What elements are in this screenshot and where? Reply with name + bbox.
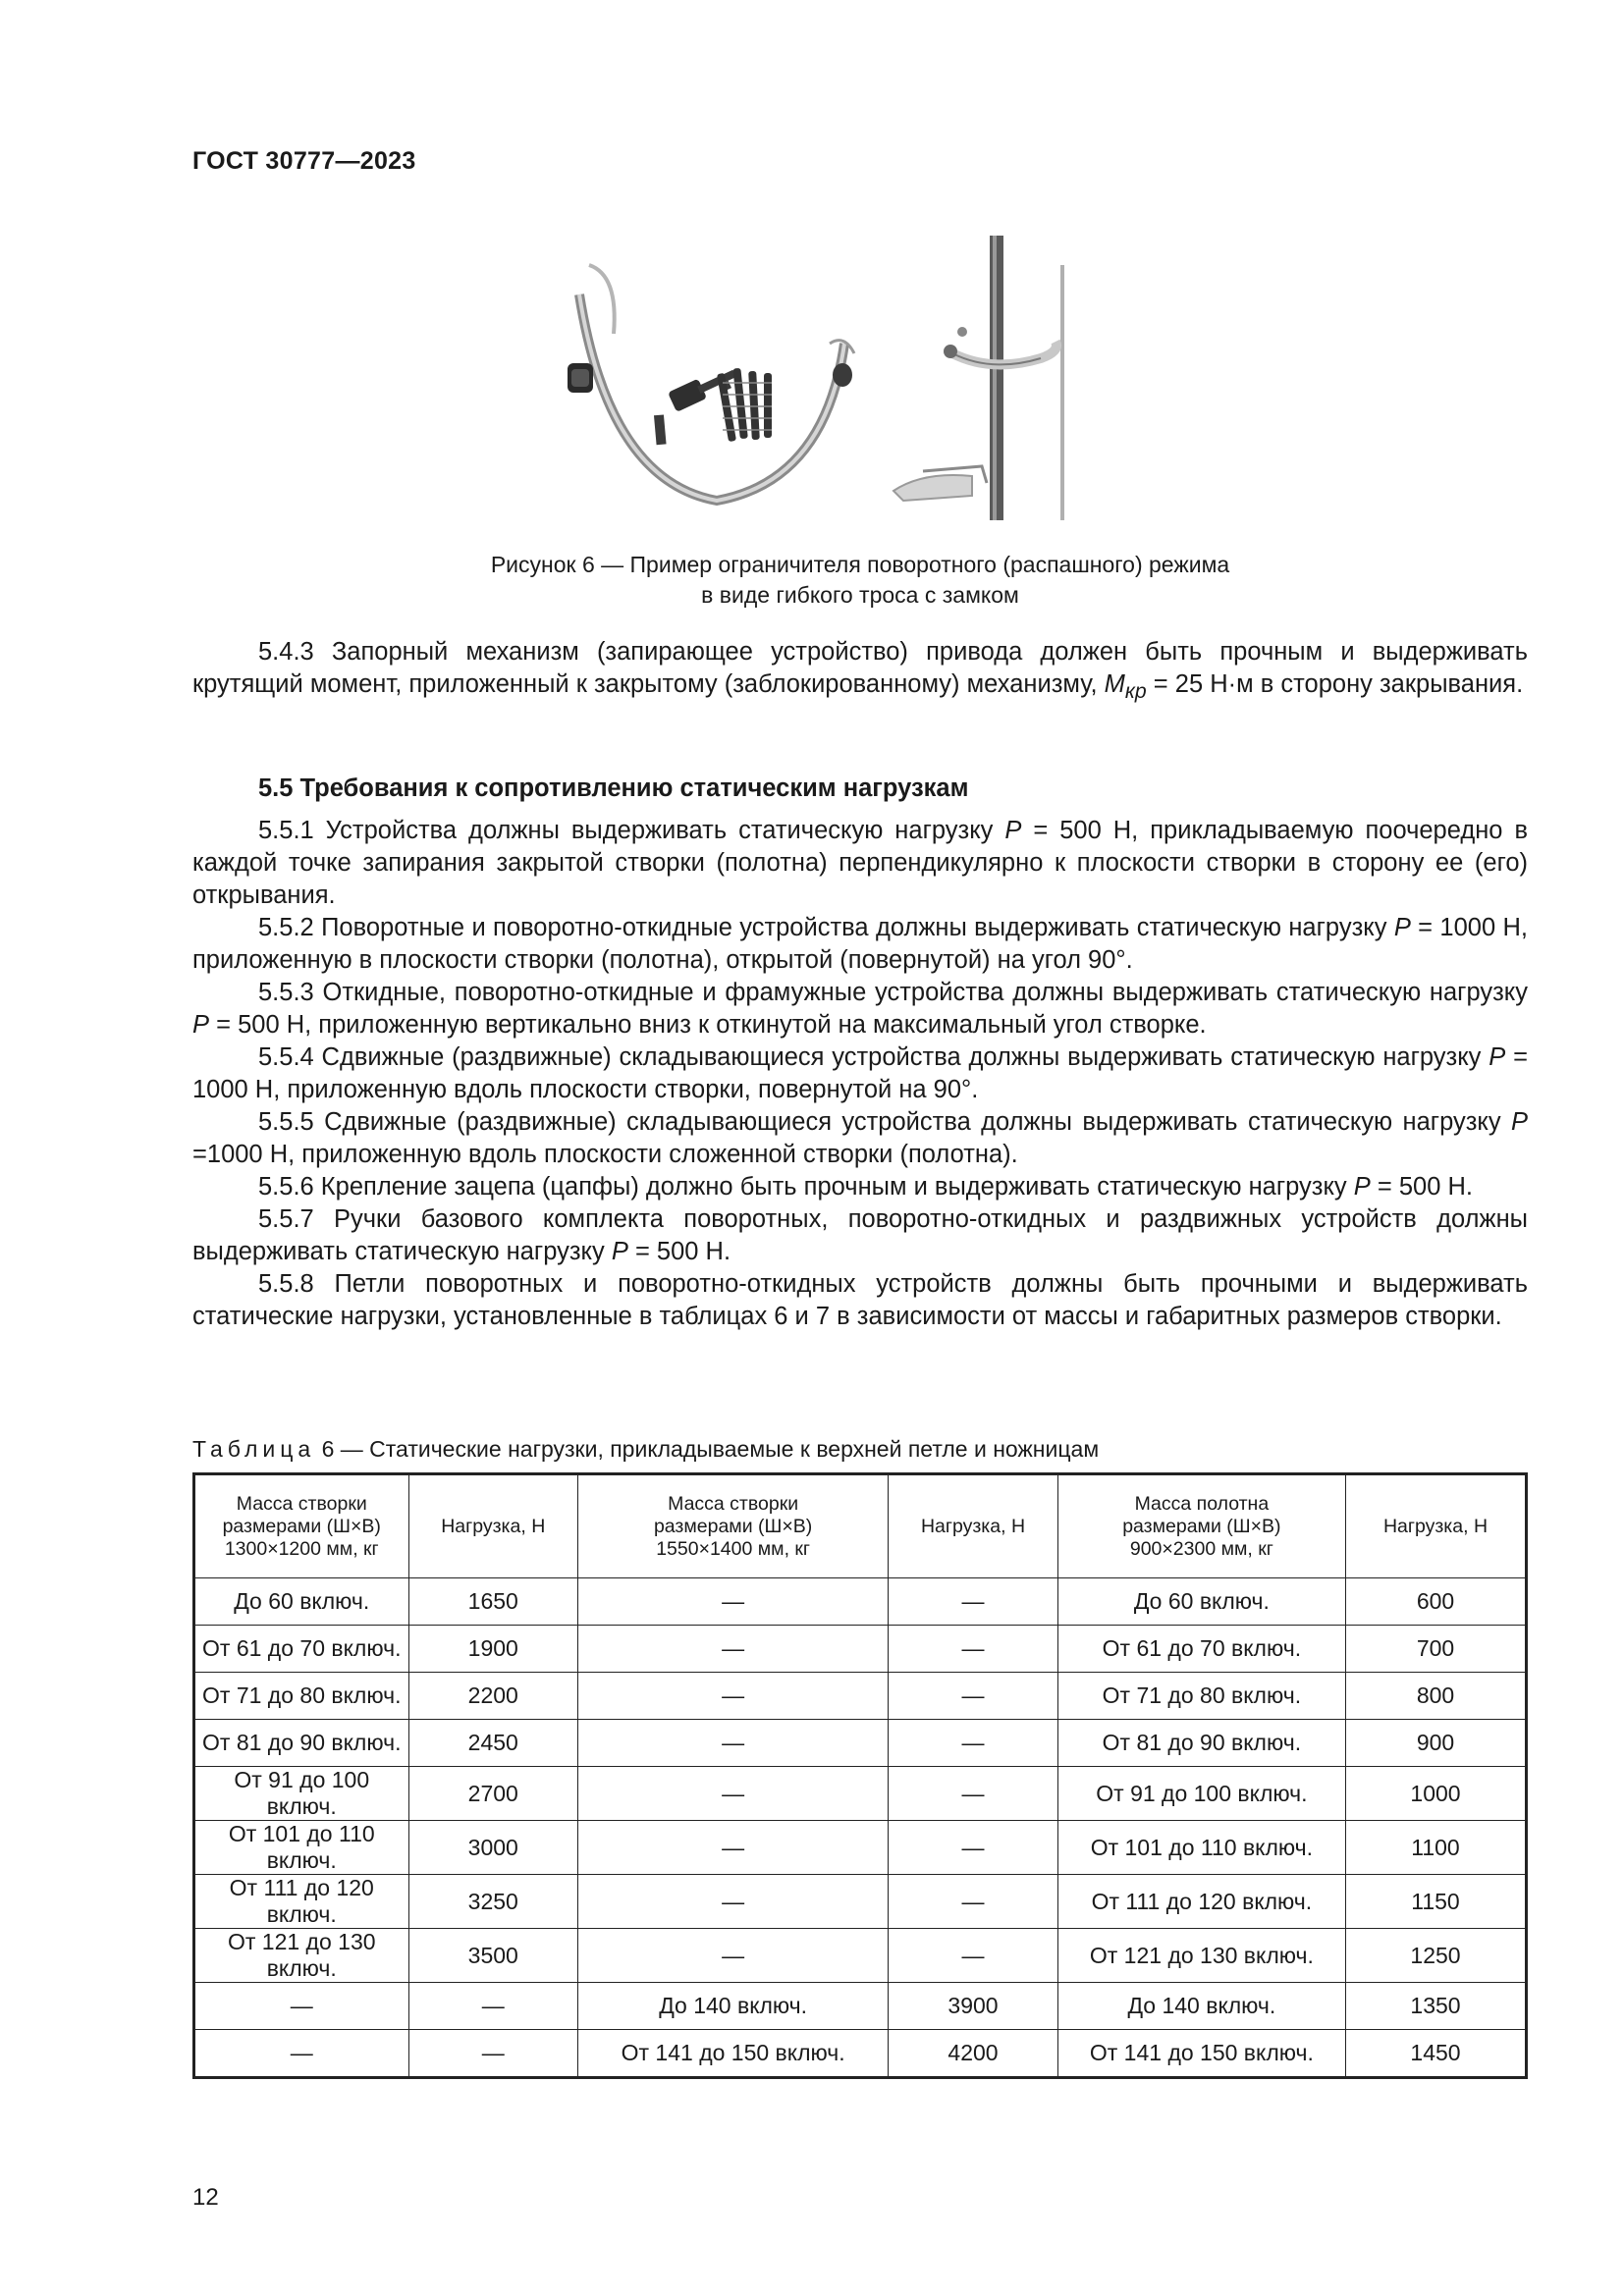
table-row: [194, 2030, 1527, 2078]
column-header-line: 900×2300 мм, кг: [1129, 1537, 1273, 1560]
table-cell: 1150: [1346, 1875, 1527, 1929]
paragraph-5-5-2: 5.5.2 Поворотные и поворотно-откидные устройства должны выдерживать статическую нагрузку P = 1000 Н, приложенную в плоскости створки (полотна), открытой (повернутой) на угол 90°.: [192, 914, 1529, 974]
table-cell: От 81 до 90 включ.: [194, 1720, 409, 1767]
table-cell: 2700: [408, 1767, 578, 1821]
table-cell: От 91 до 100 включ.: [1057, 1767, 1345, 1821]
table-row: [194, 1821, 1527, 1875]
table-cell: —: [578, 1673, 889, 1720]
table-6-title: [192, 1436, 1099, 1463]
table-cell: —: [889, 1578, 1058, 1626]
table-cell: —: [889, 1821, 1058, 1875]
paragraph-5-4-3-text-a: 5.4.3 Запорный механизм (запирающее устройство) привода должен быть прочным и выдерживать крутящий момент, приложенный к закрытому (заблокированному) механизму,: [192, 638, 1528, 698]
cable-lock-illustration: [568, 265, 854, 501]
table-cell: 700: [1346, 1626, 1527, 1673]
page-number: 12: [192, 2184, 219, 2211]
table-cell: От 141 до 150 включ.: [578, 2030, 889, 2078]
table-6-header: [194, 1474, 1527, 1578]
table-cell: До 140 включ.: [578, 1983, 889, 2030]
table-cell: От 71 до 80 включ.: [194, 1673, 409, 1720]
paragraph-5-5-6: 5.5.6 Крепление зацепа (цапфы) должно быть прочным и выдерживать статическую нагрузку P = 500 Н.: [258, 1173, 1473, 1201]
paragraph-5-5-8: 5.5.8 Петли поворотных и поворотно-откидных устройств должны быть прочными и выдерживать статические нагрузки, установленные в таблицах 6 и 7 в зависимости от массы и габаритных размеров створки.: [192, 1270, 1528, 1330]
table-cell: 1350: [1346, 1983, 1527, 2030]
table-6-body: [194, 1578, 1527, 2078]
table-row: [194, 1983, 1527, 2030]
table-6: [192, 1472, 1528, 2079]
column-header-line: Нагрузка, Н: [1382, 1515, 1489, 1537]
table-cell: 900: [1346, 1720, 1527, 1767]
table-cell: —: [194, 2030, 409, 2078]
table-cell: —: [194, 1983, 409, 2030]
table-cell: От 91 до 100 включ.: [194, 1767, 409, 1821]
table-cell: 1650: [408, 1578, 578, 1626]
table-cell: До 140 включ.: [1057, 1983, 1345, 2030]
table-cell: —: [408, 2030, 578, 2078]
table-cell: До 60 включ.: [194, 1578, 409, 1626]
table-row: [194, 1720, 1527, 1767]
table-cell: —: [578, 1821, 889, 1875]
table-cell: 4200: [889, 2030, 1058, 2078]
column-header-line: Нагрузка, Н: [920, 1515, 1026, 1537]
table-cell: 3500: [408, 1929, 578, 1983]
table-cell: От 111 до 120 включ.: [194, 1875, 409, 1929]
column-header-line: размерами (Ш×В): [1122, 1515, 1281, 1537]
table-cell: —: [889, 1720, 1058, 1767]
paragraph-5-4-3: [192, 636, 1528, 708]
section-5-5-body: [192, 815, 1528, 1333]
table-cell: 3900: [889, 1983, 1058, 2030]
table-cell: —: [578, 1720, 889, 1767]
table-cell: 1250: [1346, 1929, 1527, 1983]
table-cell: —: [578, 1929, 889, 1983]
table-cell: —: [889, 1875, 1058, 1929]
table-cell: —: [889, 1673, 1058, 1720]
table-cell: 2200: [408, 1673, 578, 1720]
table-cell: 1450: [1346, 2030, 1527, 2078]
column-header: [578, 1474, 889, 1578]
column-header-line: Масса полотна: [1134, 1492, 1270, 1515]
table-cell: 1900: [408, 1626, 578, 1673]
table-cell: От 121 до 130 включ.: [1057, 1929, 1345, 1983]
table-row: [194, 1875, 1527, 1929]
figure-6-image: [550, 226, 1119, 520]
table-cell: 2450: [408, 1720, 578, 1767]
column-header-line: Масса створки: [668, 1492, 799, 1515]
paragraph-5-4-3-block: [192, 636, 1528, 708]
paragraph-5-4-3-text-b: = 25 Н·м в сторону закрывания.: [1146, 670, 1524, 698]
column-header: [194, 1474, 409, 1578]
table-row: [194, 1929, 1527, 1983]
table-cell: —: [889, 1929, 1058, 1983]
table-cell: От 61 до 70 включ.: [194, 1626, 409, 1673]
column-header-line: 1550×1400 мм, кг: [656, 1537, 811, 1560]
table-row: [194, 1578, 1527, 1626]
column-header-line: Нагрузка, Н: [441, 1515, 546, 1537]
table-cell: До 60 включ.: [1057, 1578, 1345, 1626]
table-row: [194, 1626, 1527, 1673]
table-cell: От 61 до 70 включ.: [1057, 1626, 1345, 1673]
table-cell: —: [578, 1626, 889, 1673]
table-cell: 1000: [1346, 1767, 1527, 1821]
column-header-line: 1300×1200 мм, кг: [224, 1537, 379, 1560]
table-cell: От 111 до 120 включ.: [1057, 1875, 1345, 1929]
torque-subscript: кр: [1124, 679, 1147, 704]
column-header-line: размерами (Ш×В): [653, 1515, 813, 1537]
column-header: [1057, 1474, 1345, 1578]
caption-line-2: в виде гибкого троса с замком: [701, 582, 1019, 608]
table-cell: 1100: [1346, 1821, 1527, 1875]
table-cell: 3000: [408, 1821, 578, 1875]
cable-on-frame-illustration: [893, 236, 1064, 520]
column-header: [408, 1474, 578, 1578]
paragraph-5-5-5: 5.5.5 Сдвижные (раздвижные) складывающиеся устройства должны выдерживать статическую нагрузку P =1000 Н, приложенную вдоль плоскости сложенной створки (полотна).: [192, 1108, 1528, 1168]
table-cell: —: [578, 1767, 889, 1821]
table-cell: 600: [1346, 1578, 1527, 1626]
table-cell: —: [578, 1875, 889, 1929]
section-5-5-heading: 5.5 Требования к сопротивлению статическим нагрузкам: [258, 774, 969, 802]
column-header-line: размерами (Ш×В): [222, 1515, 381, 1537]
table-title-text: 6 — Статические нагрузки, прикладываемые к верхней петле и ножницам: [321, 1436, 1100, 1462]
caption-line-1: Рисунок 6 — Пример ограничителя поворотного (распашного) режима: [490, 552, 1230, 577]
column-header-line: Масса створки: [236, 1492, 367, 1515]
table-cell: От 101 до 110 включ.: [194, 1821, 409, 1875]
paragraph-5-5-1: 5.5.1 Устройства должны выдерживать статическую нагрузку P = 500 Н, прикладываемую поочередно в каждой точке запирания закрытой створки (полотна) перпендикулярно к плоскости створки в сторону ее (его) открывания.: [192, 817, 1529, 909]
table-cell: —: [889, 1767, 1058, 1821]
table-cell: —: [889, 1626, 1058, 1673]
paragraph-5-5-4: 5.5.4 Сдвижные (раздвижные) складывающиеся устройства должны выдерживать статическую нагрузку P = 1000 Н, приложенную вдоль плоскости створки, повернутой на 90°.: [192, 1043, 1528, 1103]
table-cell: —: [408, 1983, 578, 2030]
section-5-5-heading-block: [192, 773, 1528, 805]
table-cell: От 71 до 80 включ.: [1057, 1673, 1345, 1720]
figure-caption: [192, 550, 1528, 611]
torque-symbol: M: [1104, 670, 1125, 698]
paragraph-5-5-7: 5.5.7 Ручки базового комплекта поворотных, поворотно-откидных и раздвижных устройств должны выдерживать статическую нагрузку P = 500 Н.: [192, 1205, 1528, 1265]
table-cell: От 141 до 150 включ.: [1057, 2030, 1345, 2078]
column-header: [1346, 1474, 1527, 1578]
table-row: [194, 1673, 1527, 1720]
table-cell: 800: [1346, 1673, 1527, 1720]
document-header: ГОСТ 30777—2023: [192, 147, 416, 175]
table-cell: —: [578, 1578, 889, 1626]
table-word: Таблица: [192, 1436, 316, 1462]
table-cell: 3250: [408, 1875, 578, 1929]
column-header: [889, 1474, 1058, 1578]
table-row: [194, 1767, 1527, 1821]
table-cell: От 81 до 90 включ.: [1057, 1720, 1345, 1767]
paragraph-5-5-3: 5.5.3 Откидные, поворотно-откидные и фрамужные устройства должны выдерживать статическую нагрузку P = 500 Н, приложенную вертикально вниз к откинутой на максимальный угол створке.: [192, 979, 1528, 1039]
table-cell: От 121 до 130 включ.: [194, 1929, 409, 1983]
table-cell: От 101 до 110 включ.: [1057, 1821, 1345, 1875]
